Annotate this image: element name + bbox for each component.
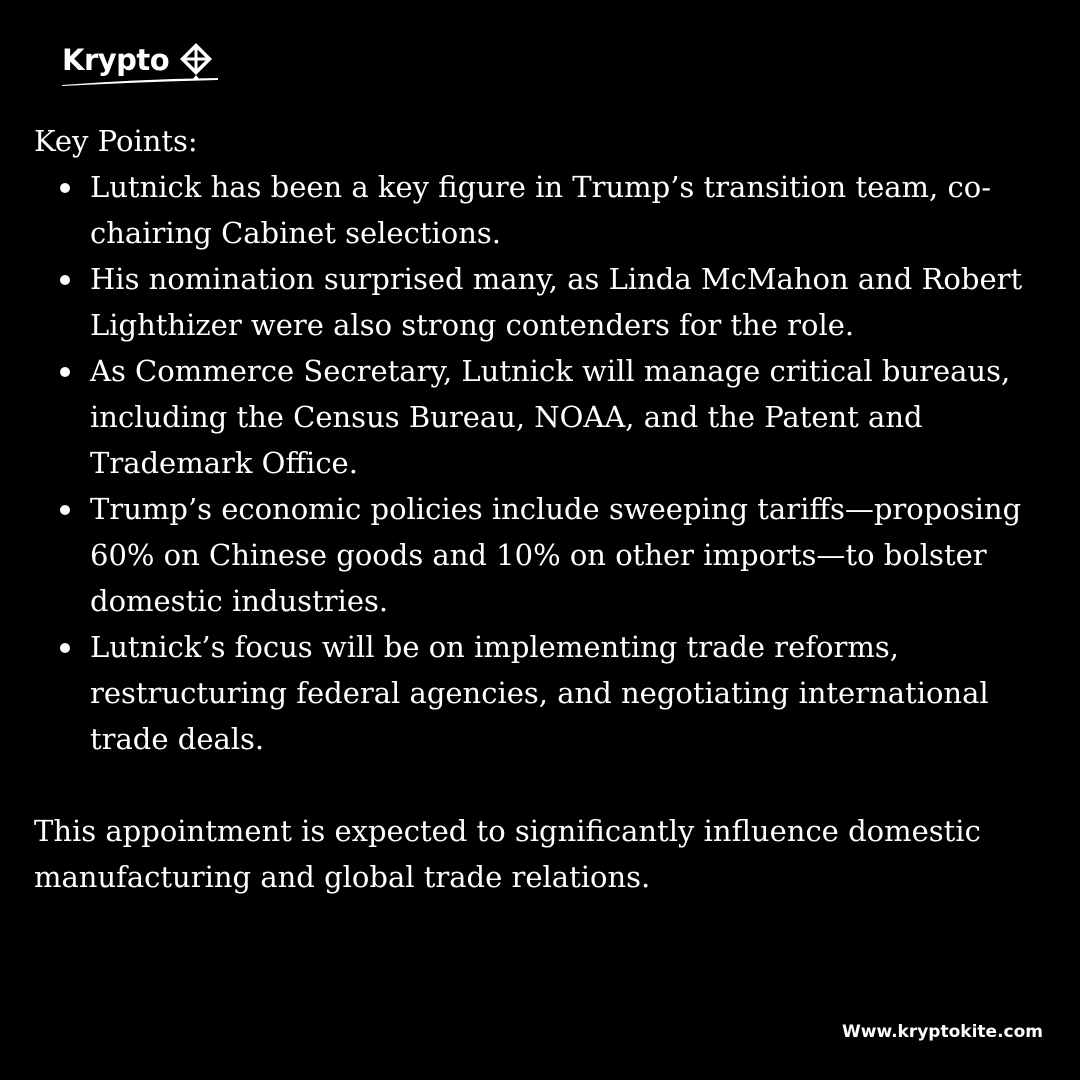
- list-item: [90, 348, 1034, 486]
- conclusion-paragraph: This appointment is expected to significantly influence domestic manufacturing and global trade relations.: [34, 814, 981, 894]
- brand-logo: [62, 38, 222, 90]
- key-points-heading: Key Points:: [34, 124, 198, 158]
- website-url: Www.kryptokite.com: [842, 1022, 1043, 1042]
- bullet-icon: [60, 367, 70, 377]
- logo-underline: [62, 78, 218, 86]
- point-text: Lutnick has been a key figure in Trump’s transition team, co-chairing Cabinet selections.: [90, 170, 991, 250]
- point-text: His nomination surprised many, as Linda McMahon and Robert Lighthizer were also strong contenders for the role.: [90, 262, 1023, 342]
- point-text: Lutnick’s focus will be on implementing trade reforms, restructuring federal agencies, and negotiating international trade deals.: [90, 630, 989, 756]
- bullet-icon: [60, 183, 70, 193]
- logo-text: Krypto: [62, 43, 170, 77]
- point-text: Trump’s economic policies include sweeping tariffs—proposing 60% on Chinese goods and 10% on other imports—to bolster domestic industries.: [90, 492, 1022, 618]
- bullet-icon: [60, 505, 70, 515]
- kite-icon: [178, 42, 214, 80]
- bullet-icon: [60, 275, 70, 285]
- list-item: [90, 486, 1034, 624]
- key-points-list: [34, 164, 1034, 762]
- main-content: [34, 118, 1034, 900]
- point-text: As Commerce Secretary, Lutnick will manage critical bureaus, including the Census Bureau, NOAA, and the Patent and Trademark Office.: [90, 354, 1011, 480]
- list-item: [90, 624, 1034, 762]
- list-item: [90, 256, 1034, 348]
- list-item: [90, 164, 1034, 256]
- bullet-icon: [60, 643, 70, 653]
